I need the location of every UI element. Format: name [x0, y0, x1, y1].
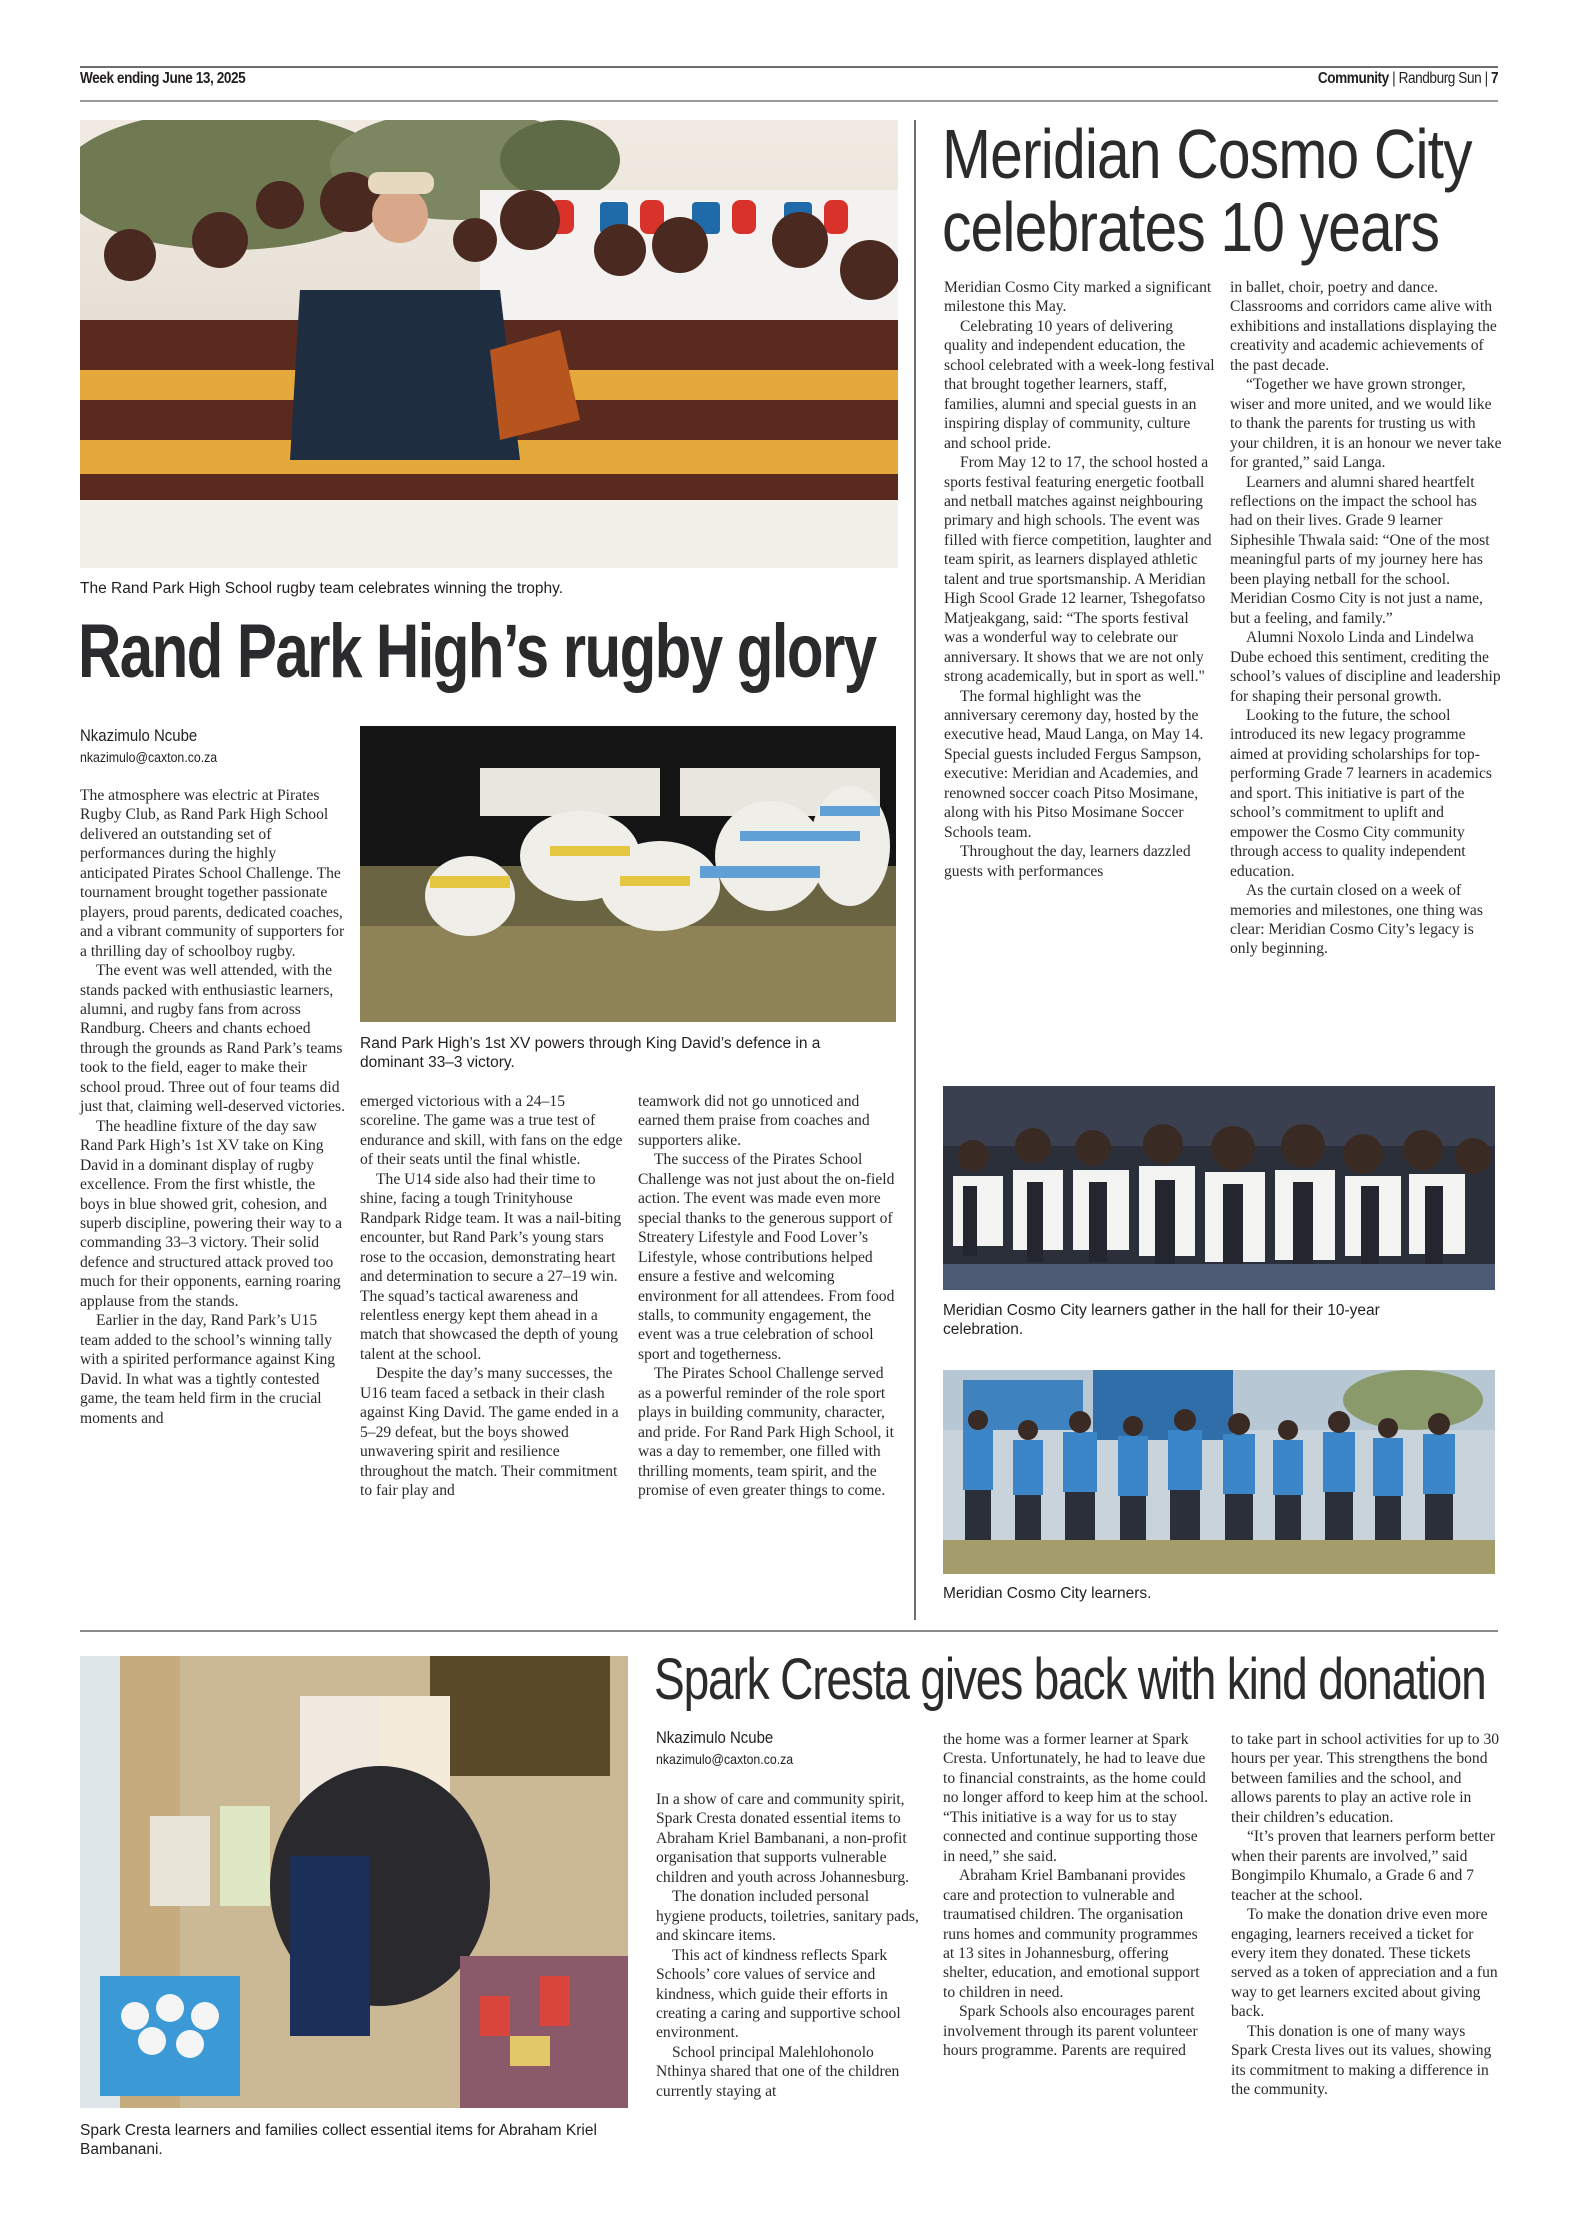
- meridian-headline-line-2: celebrates 10 years: [942, 188, 1440, 266]
- meridian-headline-line-1: Meridian Cosmo City: [942, 115, 1472, 193]
- spark-byline-name: Nkazimulo Ncube: [656, 1728, 774, 1747]
- spark-headline: Spark Cresta gives back with kind donation: [654, 1647, 1486, 1712]
- spark-donation-photo: [80, 1656, 628, 2108]
- paragraph: The event was well attended, with the stands packed with enthusiastic learners, alumni, and rugby fans from across Randburg. Cheers and chants echoed through the grounds as Rand Park’s teams took to the field, eager to make their school proud. Three out of four teams did just that, claiming well-deserved victories.: [80, 962, 346, 1116]
- paragraph: This donation is one of many ways Spark Cresta lives out its values, showing its commitment to making a difference in the community.: [1231, 2022, 1492, 2099]
- folio-separator: |: [1481, 70, 1491, 87]
- paragraph: Meridian Cosmo City marked a significant milestone this May.: [944, 279, 1212, 316]
- folio-separator: |: [1388, 70, 1399, 87]
- issue-date: Week ending June 13, 2025: [80, 70, 246, 87]
- paragraph: the home was a former learner at Spark Cresta. Unfortunately, he had to leave due to financial constraints, as the home could no longer afford to keep him at the school. “This initiative is a way for us to stay connected and continue supporting those in need,” she said.: [943, 1731, 1209, 1865]
- paragraph: As the curtain closed on a week of memories and milestones, one thing was clear: Meridian Cosmo City’s legacy is only beginning.: [1230, 882, 1483, 958]
- rugby-match-photo: [360, 726, 896, 1022]
- meridian-hall-caption: Meridian Cosmo City learners gather in the hall for their 10-year celebration.: [943, 1302, 1380, 1338]
- paragraph: The success of the Pirates School Challenge was not just about the on-field action. The event was made even more special thanks to the generous support of Streatery Lifestyle and Food Lover’s Lifestyle, whose contributions helped ensure a festive and welcoming environment for all attendees. From food stalls, to community engagement, the event was a true celebration of school sport and togetherness.: [638, 1151, 895, 1363]
- folio-top-rule: [80, 66, 1498, 68]
- paragraph: The formal highlight was the anniversary ceremony day, hosted by the executive head, Maud Langa, on May 14. Special guests included Fergus Sampson, executive: Meridian and Academies, and renowned soccer coach Pitso Mosimane, along with his Pitso Mosimane Soccer Schools team.: [944, 687, 1204, 841]
- spark-donation-caption: Spark Cresta learners and families collect essential items for Abraham Kriel Bambanani.: [80, 2122, 597, 2158]
- paragraph: Throughout the day, learners dazzled guests with performances: [944, 843, 1191, 880]
- meridian-body-column-1: [944, 278, 1216, 881]
- paragraph: To make the donation drive even more engaging, learners received a ticket for every item they donated. These tickets served as a token of appreciation and a fun way to get learners excited about giving back.: [1231, 1906, 1498, 2021]
- paragraph: Spark Schools also encourages parent involvement through its parent volunteer hours programme. Parents are required: [943, 2003, 1198, 2060]
- paragraph: “Together we have grown stronger, wiser and more united, and we would like to thank the parents for trusting us with your children, it is an honour we never take for granted,” said Langa.: [1230, 376, 1502, 472]
- paragraph: “It’s proven that learners perform better when their parents are involved,” said Bongimpilo Khumalo, a Grade 6 and 7 teacher at the school.: [1231, 1828, 1496, 1904]
- page-number: 7: [1490, 70, 1498, 87]
- paragraph: The Pirates School Challenge served as a powerful reminder of the role sport plays in building community, character, and pride. For Rand Park High School, it was a day to remember, one filled with thrilling moments, team spirit, and the promise of even greater things to come.: [638, 1365, 894, 1500]
- paragraph: Despite the day’s many successes, the U16 team faced a setback in their clash against King David. The game ended in a 5–29 defeat, but the boys showed unwavering spirit and resilience throughout the match. Their commitment to fair play and: [360, 1365, 619, 1500]
- rugby-body-column-3: [638, 1092, 900, 1501]
- paragraph: The headline fixture of the day saw Rand Park High’s 1st XV take on King David in a dominant display of rugby excellence. From the first whistle, the boys in blue showed grit, cohesion, and superb discipline, powering their way to a commanding 33–3 victory. Their solid defence and structured attack proved too much for their opponents, earning roaring applause from the stands.: [80, 1117, 342, 1310]
- rugby-trophy-caption: The Rand Park High School rugby team celebrates winning the trophy.: [80, 580, 564, 597]
- section-divider: [80, 1630, 1498, 1632]
- rugby-trophy-photo: [80, 120, 898, 568]
- spark-byline-email: nkazimulo@caxton.co.za: [656, 1751, 794, 1767]
- rugby-headline: Rand Park High’s rugby glory: [78, 609, 876, 694]
- rugby-byline-name: Nkazimulo Ncube: [80, 726, 198, 745]
- spark-body-column-1: [656, 1790, 922, 2101]
- meridian-field-photo: [943, 1370, 1495, 1574]
- meridian-hall-photo: [943, 1086, 1495, 1290]
- rugby-body-column-2: [360, 1092, 628, 1501]
- spark-body-column-3: [1231, 1730, 1501, 2100]
- paragraph: emerged victorious with a 24–15 scoreline. The game was a true test of endurance and skill, with fans on the edge of their seats until the final whistle.: [360, 1093, 623, 1169]
- paragraph: The atmosphere was electric at Pirates Rugby Club, as Rand Park High School delivered an outstanding set of performances during the highly anticipated Pirates School Challenge. The tournament brought together passionate players, proud parents, dedicated coaches, and a vibrant community of supporters for a thrilling day of schoolboy rugby.: [80, 787, 345, 960]
- rugby-byline-email: nkazimulo@caxton.co.za: [80, 749, 218, 765]
- paragraph: in ballet, choir, poetry and dance. Classrooms and corridors came alive with exhibitions and installations displaying the creativity and academic achievements of the past decade.: [1230, 279, 1497, 374]
- paragraph: The U14 side also had their time to shine, facing a tough Trinityhouse Randpark Ridge team. It was a nail-biting encounter, but Rand Park’s young stars rose to the occasion, demonstrating heart and determination to secure a 27–19 win. The squad’s tactical awareness and relentless energy kept them ahead in a match that showcased the depth of young talent at the school.: [360, 1170, 622, 1363]
- meridian-body-column-2: [1230, 278, 1502, 959]
- meridian-field-caption: Meridian Cosmo City learners.: [943, 1585, 1152, 1602]
- paragraph: Learners and alumni shared heartfelt reflections on the impact the school has had on their lives. Grade 9 learner Siphesihle Thwala said: “One of the most meaningful parts of my journey here has been playing netball for the school. Meridian Cosmo City is not just a name, but a feeling, and family.”: [1230, 473, 1490, 627]
- paragraph: Alumni Noxolo Linda and Lindelwa Dube echoed this sentiment, crediting the school’s values of discipline and leadership for shaping their personal growth.: [1230, 629, 1501, 705]
- paragraph: to take part in school activities for up to 30 hours per year. This strengthens the bond between families and the school, and allows parents to play an active role in their children’s education.: [1231, 1731, 1500, 1826]
- paragraph: Earlier in the day, Rand Park’s U15 team added to the school’s winning tally with a spirited performance against King David. In what was a tightly contested game, the team held firm in the crucial moments and: [80, 1312, 336, 1427]
- paragraph: From May 12 to 17, the school hosted a sports festival featuring energetic football and netball matches against neighbouring primary and high schools. The event was filled with fierce competition, laughter and team spirit, as learners displayed athletic talent and true sportsmanship. A Meridian High Scool Grade 12 learner, Tshegofatso Matjeakgang, said: “The sports festival was a wonderful way to celebrate our anniversary. It shows that we are not only strong academically, but in sport as well.": [944, 454, 1212, 686]
- rugby-match-caption: Rand Park High’s 1st XV powers through King David’s defence in a dominant 33–3 victory.: [360, 1035, 821, 1071]
- paragraph: Abraham Kriel Bambanani provides care and protection to vulnerable and traumatised children. The organisation runs homes and community programmes at 13 sites in Johannesburg, offering shelter, education, and emotional support to children in need.: [943, 1867, 1200, 2001]
- paragraph: Celebrating 10 years of delivering quality and independent education, the school celebrated with a week-long festival that brought together learners, staff, families, alumni and special guests in an inspiring display of community, culture and school pride.: [944, 317, 1215, 452]
- section-name: Community: [1317, 70, 1389, 87]
- paragraph: This act of kindness reflects Spark Schools’ core values of service and kindness, which guide their efforts in creating a caring and supportive school environment.: [656, 1946, 901, 2042]
- paragraph: teamwork did not go unnoticed and earned them praise from coaches and supporters alike.: [638, 1093, 870, 1149]
- paragraph: The donation included personal hygiene products, toiletries, sanitary pads, and skincare items.: [656, 1888, 919, 1945]
- section-folio: [1318, 70, 1498, 88]
- paragraph: School principal Malehlohonolo Nthinya shared that one of the children currently staying at: [656, 2043, 900, 2100]
- column-divider: [914, 120, 916, 1620]
- paragraph: Looking to the future, the school introduced its new legacy programme aimed at providing scholarships for top-performing Grade 7 learners in academics and sport. This initiative is part of the school’s commitment to uplift and empower the Cosmo City community through access to quality independent education.: [1230, 706, 1492, 880]
- spark-body-column-2: [943, 1730, 1209, 2061]
- paper-name: Randburg Sun: [1398, 70, 1482, 87]
- paragraph: In a show of care and community spirit, Spark Cresta donated essential items to Abraham Kriel Bambanani, a non-profit organisation that supports vulnerable children and youth across Johannesburg.: [656, 1791, 910, 1886]
- rugby-body-column-1: [80, 786, 348, 1428]
- folio-bottom-rule: [80, 100, 1498, 102]
